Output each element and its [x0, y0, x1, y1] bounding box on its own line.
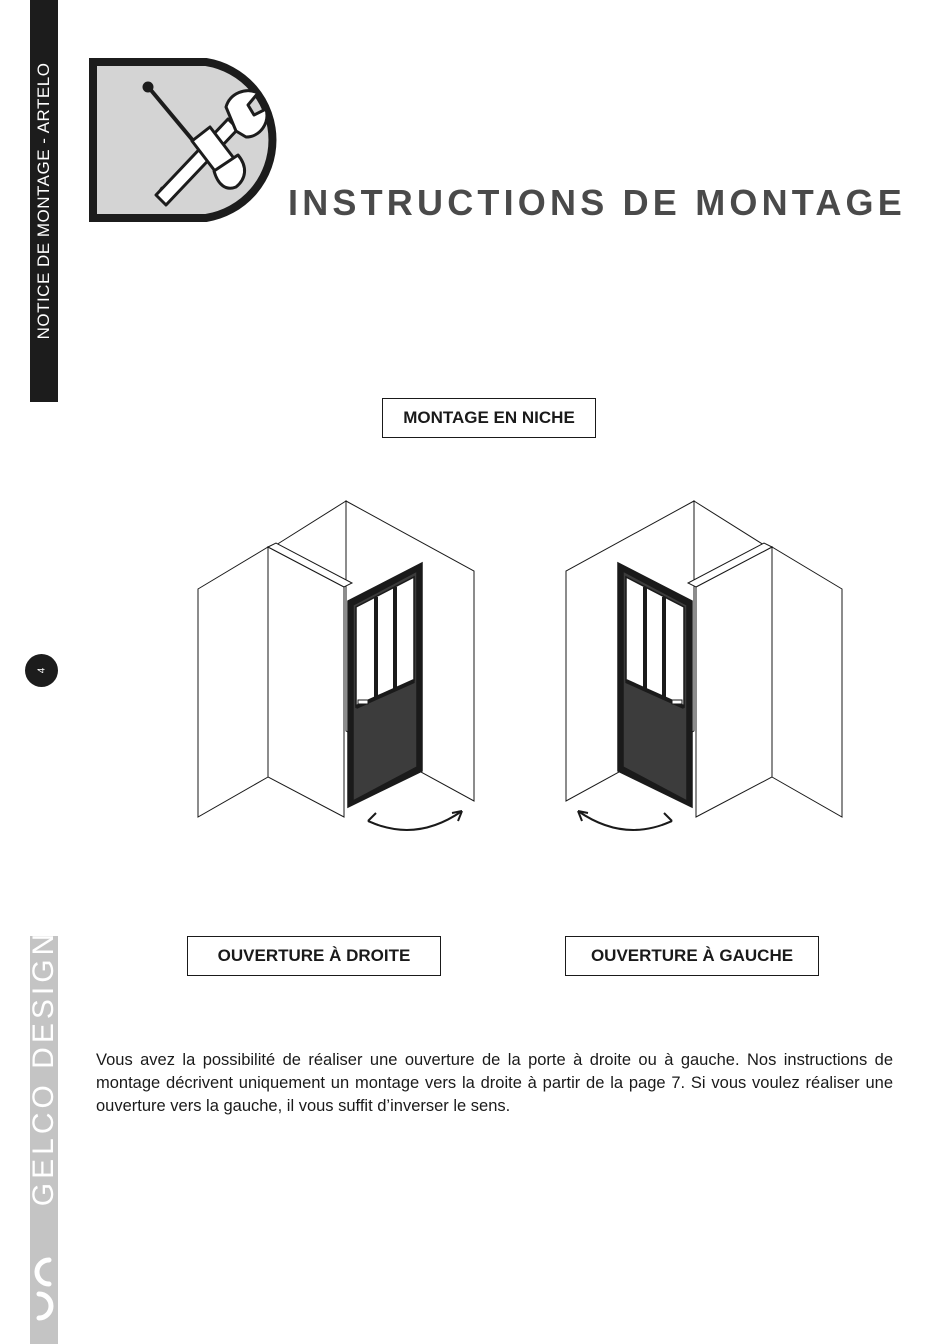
sidebar-title: NOTICE DE MONTAGE - ARTELO [34, 62, 53, 340]
page-number-badge [25, 654, 58, 687]
niche-door-left-illustration [560, 495, 860, 840]
body-paragraph: Vous avez la possibilité de réaliser une ouverture de la porte à droite ou à gauche. Nos instructions de montage décrivent uniquement un montage vers la droite à partir de la page 7. Si vous voulez réaliser une ouverture vers la gauche, il vous suffit d’inverser le sens. [96, 1050, 893, 1115]
niche-door-right-illustration [190, 495, 490, 840]
wrench-screwdriver-icon [88, 57, 293, 223]
figure-label-box-left [565, 936, 819, 976]
figure-label-right: OUVERTURE À DROITE [217, 946, 411, 965]
brand-strip [27, 929, 60, 1344]
figure-label-box-right [187, 936, 441, 976]
brand-logo-icon [31, 1254, 57, 1324]
sidebar-title-strip [30, 0, 58, 402]
page-number: 4 [36, 667, 47, 674]
section-label: MONTAGE EN NICHE [403, 408, 575, 427]
page-title: INSTRUCTIONS DE MONTAGE [288, 182, 906, 223]
figure-label-left: OUVERTURE À GAUCHE [590, 946, 794, 965]
brand-name: GELCO DESIGN [27, 929, 60, 1207]
section-label-box [382, 398, 596, 438]
